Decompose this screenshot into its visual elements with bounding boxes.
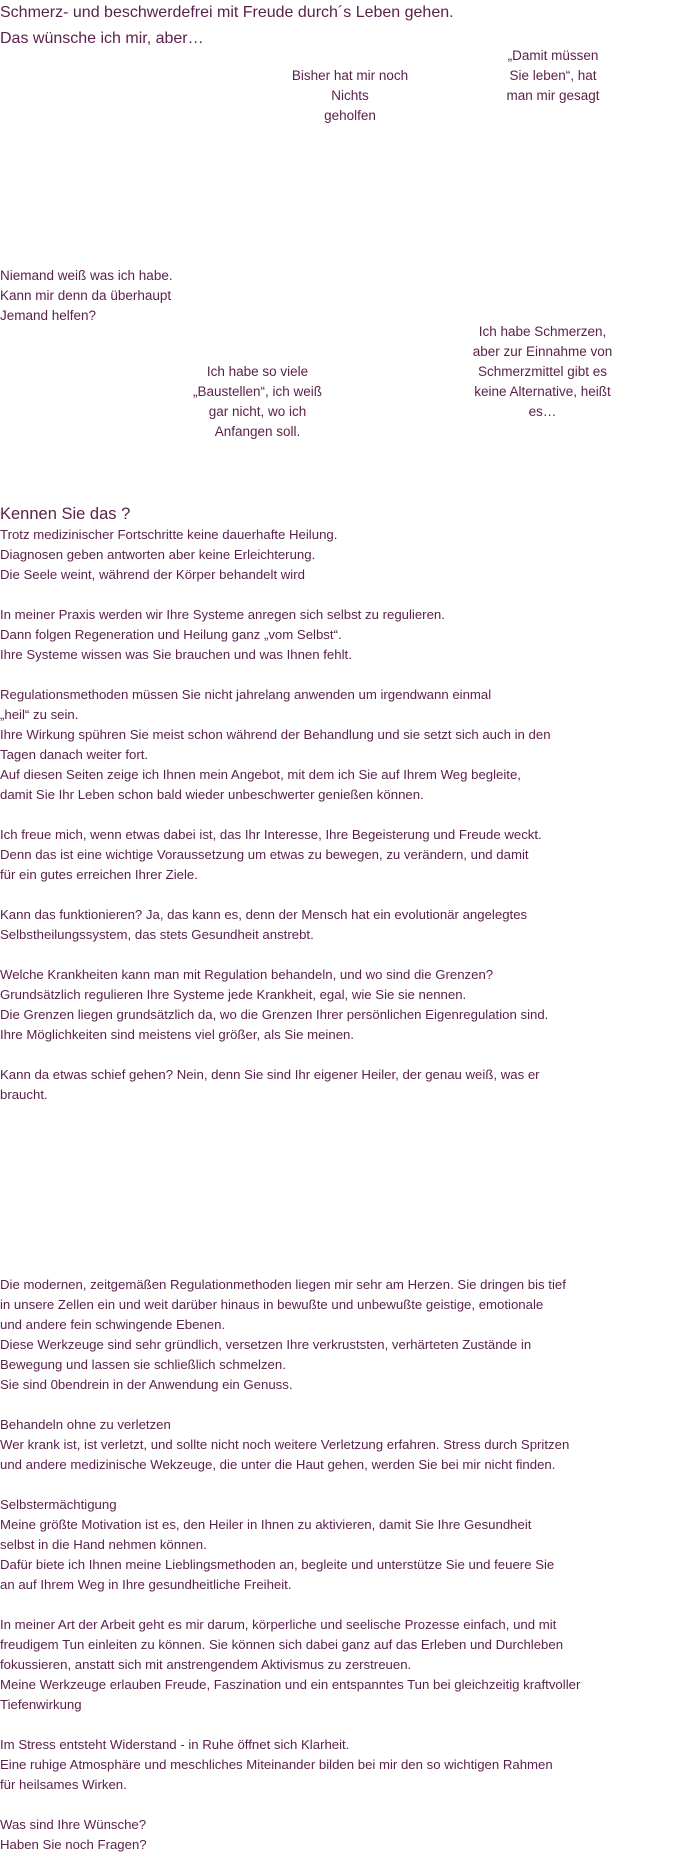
hero-title-line1: Schmerz- und beschwerdefrei mit Freude durch´s Leben gehen.	[0, 4, 454, 21]
paragraph: Kann das funktionieren? Ja, das kann es, denn der Mensch hat ein evolutionär angelegtes Selbstheilungssystem, das stets Gesundheit anstrebt.	[0, 907, 528, 942]
section-heading: Kennen Sie das ?	[0, 505, 131, 523]
paragraph: Behandeln ohne zu verletzen Wer krank ist, ist verletzt, und sollte nicht noch weitere Verletzung erfahren. Stress durch Spritzen und andere medizinische Wekzeuge, die unter die Haut gehen, werden Sie bei mir nicht finden.	[0, 1417, 570, 1472]
quote-many-construction-sites: Ich habe so viele „Baustellen“, ich weiß gar nicht, wo ich Anfangen soll.	[192, 364, 323, 439]
quote-live-with-it: „Damit müssen Sie leben“, hat man mir gesagt	[506, 48, 600, 103]
quote-nobody-knows: Niemand weiß was ich habe. Kann mir denn da überhaupt Jemand helfen?	[0, 268, 173, 323]
quote-pain-medication: Ich habe Schmerzen, aber zur Einnahme von Schmerzmittel gibt es keine Alternative, heißt es…	[472, 324, 613, 419]
paragraph: Die modernen, zeitgemäßen Regulationmethoden liegen mir sehr am Herzen. Sie dringen bis tief in unsere Zellen ein und weit darüber hinaus in bewußte und unbewußte geistige, emotionale und andere fein schwingende Ebenen. Diese Werkzeuge sind sehr gründlich, versetzen Ihre verkruststen, verhärteten Zustände in Bewegung und lassen sie schließlich schmelzen. Sie sind 0bendrein in der Anwendung ein Genuss.	[0, 1277, 566, 1392]
paragraph: In meiner Art der Arbeit geht es mir darum, körperliche und seelische Prozesse einfach, und mit freudigem Tun einleiten zu können. Sie können sich dabei ganz auf das Erleben und Durchleben fokussieren, anstatt sich mit anstrengendem Aktivismus zu zerstreuen. Meine Werkzeuge erlauben Freude, Faszination und ein entspanntes Tun bei gleichzeitig kraftvoller Tiefenwirkung	[0, 1617, 581, 1712]
section-methods	[0, 1275, 670, 1875]
hero-title	[0, 0, 454, 52]
paragraph: Trotz medizinischer Fortschritte keine dauerhafte Heilung. Diagnosen geben antworten aber keine Erleichterung. Die Seele weint, während der Körper behandelt wird	[0, 527, 338, 582]
paragraph: In meiner Praxis werden wir Ihre Systeme anregen sich selbst zu regulieren. Dann folgen Regeneration und Heilung ganz „vom Selbst“. Ihre Systeme wissen was Sie brauchen und was Ihnen fehlt.	[0, 607, 445, 662]
quote-no-help: Bisher hat mir noch Nichts geholfen	[291, 68, 409, 123]
section-intro	[0, 503, 670, 1125]
paragraph: Was sind Ihre Wünsche? Haben Sie noch Fragen?	[0, 1817, 147, 1852]
hero-title-line2: Das wünsche ich mir, aber…	[0, 30, 204, 47]
paragraph: Welche Krankheiten kann man mit Regulation behandeln, und wo sind die Grenzen? Grundsätzlich regulieren Ihre Systeme jede Krankheit, egal, wie Sie sie nennen. Die Grenzen liegen grundsätzlich da, wo die Grenzen Ihrer persönlichen Eigenregulation sind. Ihre Möglichkeiten sind meistens viel größer, als Sie meinen.	[0, 967, 549, 1042]
paragraph: Ich freue mich, wenn etwas dabei ist, das Ihr Interesse, Ihre Begeisterung und Freude weckt. Denn das ist eine wichtige Voraussetzung um etwas zu bewegen, zu verändern, und damit für ein gutes erreichen Ihrer Ziele.	[0, 827, 542, 882]
paragraph: Kann da etwas schief gehen? Nein, denn Sie sind Ihr eigener Heiler, der genau weiß, was er braucht.	[0, 1067, 540, 1102]
paragraph: Im Stress entsteht Widerstand - in Ruhe öffnet sich Klarheit. Eine ruhige Atmosphäre und meschliches Miteinander bilden bei mir den so wichtigen Rahmen für heilsames Wirken.	[0, 1737, 553, 1792]
paragraph: Regulationsmethoden müssen Sie nicht jahrelang anwenden um irgendwann einmal „heil“ zu sein. Ihre Wirkung spühren Sie meist schon während der Behandlung und sie setzt sich auch in den Tagen danach weiter fort. Auf diesen Seiten zeige ich Ihnen mein Angebot, mit dem ich Sie auf Ihrem Weg begleite, damit Sie Ihr Leben schon bald wieder unbeschwerter genießen können.	[0, 687, 551, 802]
paragraph: Selbstermächtigung Meine größte Motivation ist es, den Heiler in Ihnen zu aktivieren, damit Sie Ihre Gesundheit selbst in die Hand nehmen können. Dafür biete ich Ihnen meine Lieblingsmethoden an, begleite und unterstütze Sie und feuere Sie an auf Ihrem Weg in Ihre gesundheitliche Freiheit.	[0, 1497, 555, 1592]
